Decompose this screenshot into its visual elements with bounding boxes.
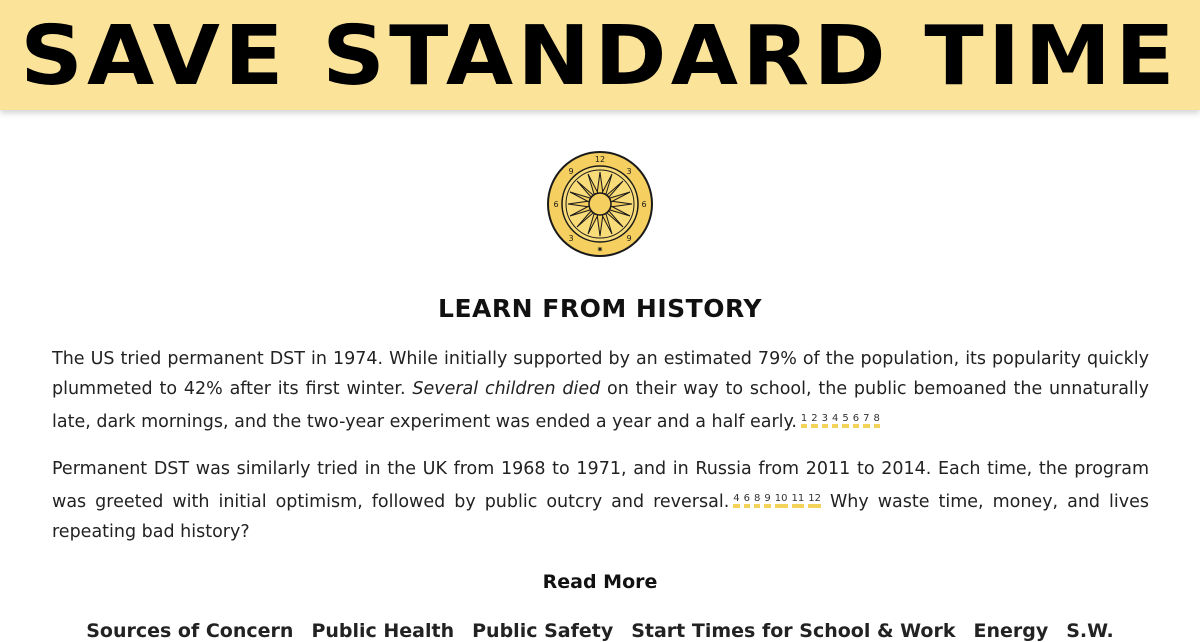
reference-link[interactable]: 5	[842, 413, 848, 428]
svg-text:9: 9	[626, 234, 632, 243]
reference-link[interactable]: 3	[822, 413, 828, 428]
history-paragraph-2	[52, 454, 1149, 547]
link-energy[interactable]: Energy	[973, 620, 1049, 642]
svg-text:✷: ✷	[596, 245, 604, 254]
paragraph-text: Permanent DST was similarly tried in the UK from 1968 to 1971, and in Russia from 2011 to 2014. Each time, the program was greeted with initial optimism, followed by public outcry and reversal.	[52, 459, 1149, 512]
site-banner	[0, 0, 1200, 110]
svg-text:12: 12	[594, 155, 606, 164]
read-more-heading: Read More	[542, 571, 658, 593]
reference-link[interactable]: 8	[874, 413, 880, 428]
history-paragraph-1	[52, 344, 1149, 437]
svg-text:6: 6	[641, 200, 647, 209]
paragraph-text: The US tried permanent DST in 1974. While initially supported by an estimated 79% of the population, its popularity quickly plummeted to 42% after its first winter.	[52, 349, 1149, 399]
reference-link[interactable]: 6	[853, 413, 859, 428]
link-sources-of-concern[interactable]: Sources of Concern	[86, 620, 294, 642]
paragraph-text: on their way to school, the public bemoaned the unnaturally late, dark mornings, and the two-year experiment was ended a year and a half early.	[52, 379, 1150, 432]
svg-text:3: 3	[626, 167, 632, 176]
link-public-safety[interactable]: Public Safety	[472, 620, 614, 642]
svg-text:6: 6	[553, 200, 559, 209]
reference-link[interactable]: 9	[764, 493, 770, 508]
reference-link[interactable]: 12	[808, 493, 821, 508]
topic-links-nav	[0, 620, 1200, 642]
reference-link[interactable]: 6	[744, 493, 750, 508]
svg-text:9: 9	[568, 167, 574, 176]
reference-link[interactable]: 11	[792, 493, 805, 508]
reference-link[interactable]: 7	[863, 413, 869, 428]
emphasis-text: Several children died	[412, 379, 601, 399]
paragraph-text: Why waste time, money, and lives repeating bad history?	[52, 492, 1149, 542]
reference-link[interactable]: 4	[733, 493, 739, 508]
reference-link[interactable]: 10	[775, 493, 788, 508]
reference-link[interactable]: 1	[801, 413, 807, 428]
reference-link[interactable]: 4	[832, 413, 838, 428]
link-public-health[interactable]: Public Health	[311, 620, 455, 642]
svg-text:3: 3	[568, 234, 574, 243]
reference-link[interactable]: 2	[811, 413, 817, 428]
link-more[interactable]: S.W.	[1066, 620, 1114, 642]
sun-clock-icon	[546, 150, 654, 258]
site-title: SAVE STANDARD TIME	[20, 9, 1180, 104]
link-start-times[interactable]: Start Times for School & Work	[631, 620, 956, 642]
reference-links	[729, 493, 821, 504]
section-title: LEARN FROM HISTORY	[438, 294, 762, 323]
reference-link[interactable]: 8	[754, 493, 760, 508]
reference-links	[797, 413, 880, 424]
